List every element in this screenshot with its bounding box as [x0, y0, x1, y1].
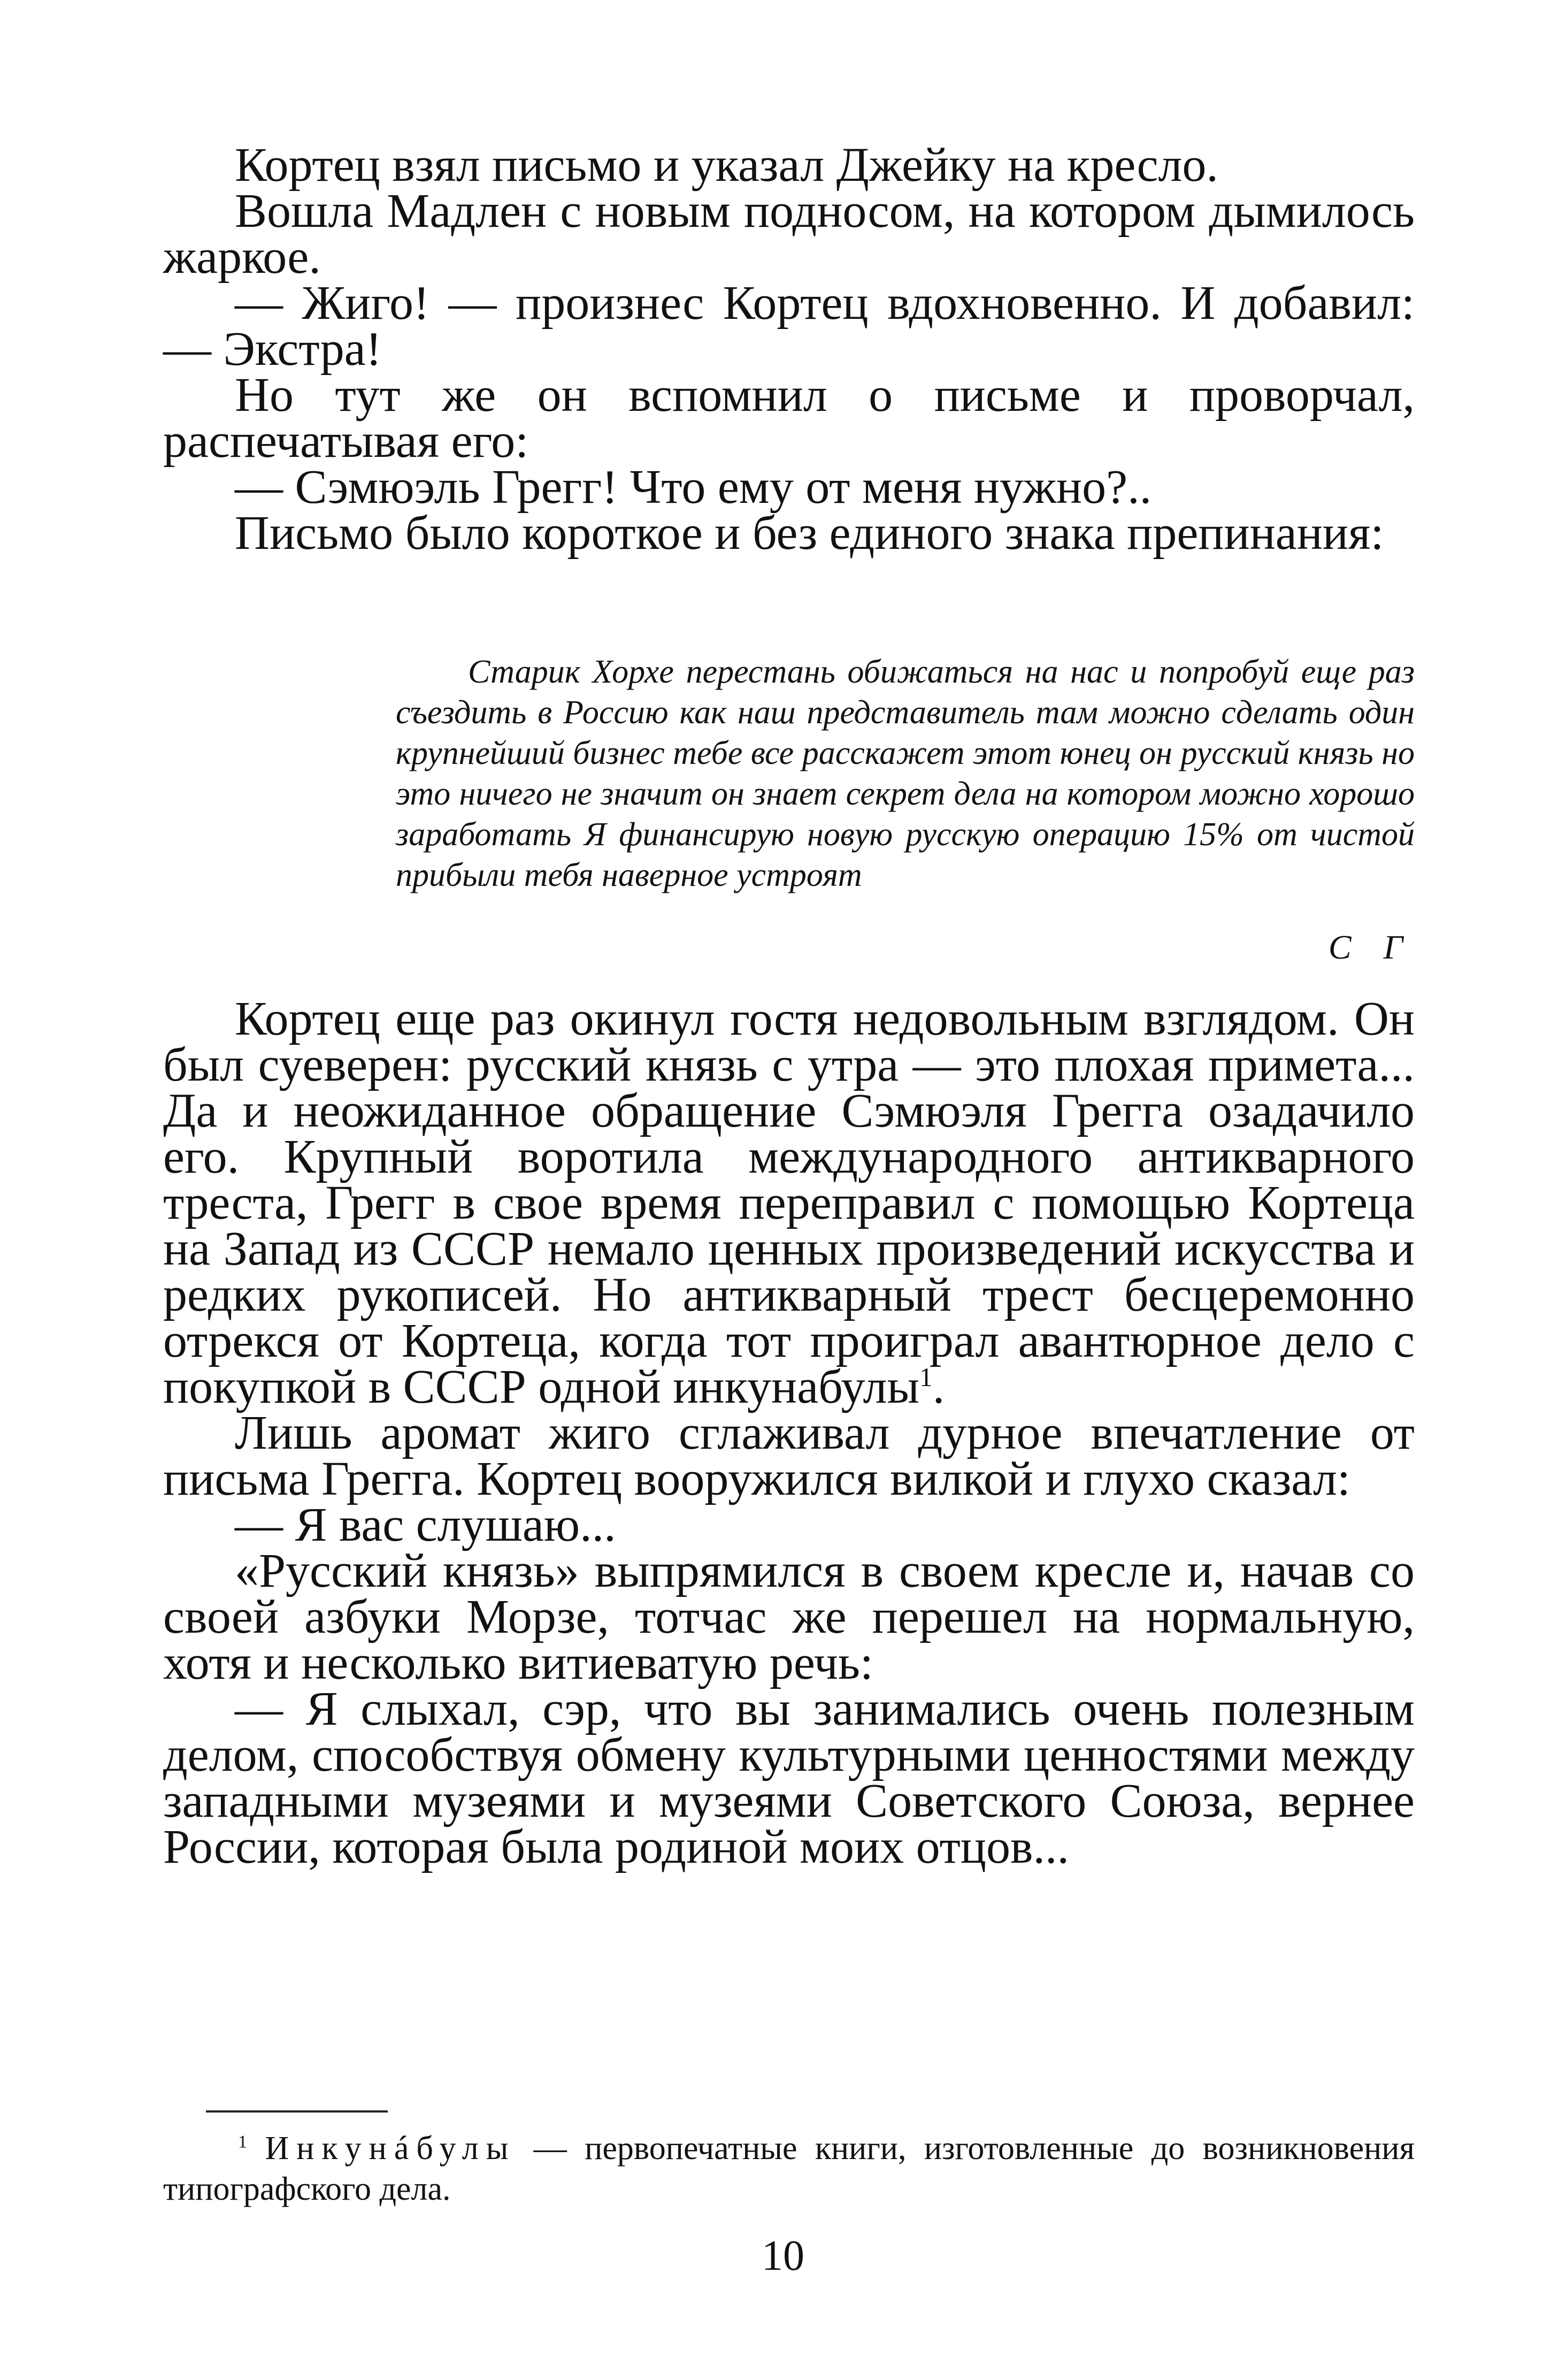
page-number: 10 [762, 2232, 804, 2279]
quoted-letter [396, 652, 1415, 896]
footnote [163, 2128, 1415, 2209]
paragraph: — Я вас слушаю... [235, 1498, 616, 1551]
footnote-definition: — первопечатные книги, изготовленные до возникновения типографского дела. [163, 2130, 1415, 2207]
paragraph: — Жиго! — произнес Кортец вдохновенно. И добавил: — Экстра! [163, 277, 1415, 376]
paragraph: Лишь аромат жиго сглаживал дурное впечатление от письма Грегга. Кортец вооружился вилкой и глухо сказал: [163, 1406, 1415, 1505]
paragraph: — Я слыхал, сэр, что вы занимались очень полезным делом, способствуя обмену культурными ценностями между западными музеями и музеями Советского Союза, вернее России, которая была родиной моих отцов... [163, 1682, 1415, 1873]
footnote-text [163, 2128, 1415, 2209]
footnote-term: Инкунáбулы [265, 2130, 516, 2167]
main-text-bottom [163, 992, 1415, 1873]
footnote-marker: 1 [238, 2132, 248, 2152]
paragraph: Но тут же он вспомнил о письме и проворчал, распечатывая его: [163, 369, 1415, 468]
letter-signature: С Г [1328, 928, 1415, 966]
paragraph-text: Кортец еще раз окинул гостя недовольным взглядом. Он был суеверен: русский князь с утра — это плохая примета... Да и неожиданное обращение Сэмюэля Грегга озадачило его. Крупный воротила международного антикварного треста, Грегг в свое время переправил с помощью Кортеца на Запад из СССР немало ценных произведений искусства и редких рукописей. Но антикварный трест бесцеремонно отрекся от Кортеца, когда тот проиграл авантюрное дело с покупкой в СССР одной инкунабулы [163, 992, 1415, 1413]
main-text-top [163, 139, 1415, 560]
paragraph: «Русский князь» выпрямился в своем кресле и, начав со своей азбуки Морзе, тотчас же перешел на нормальную, хотя и несколько витиеватую речь: [163, 1544, 1415, 1689]
paragraph: Письмо было короткое и без единого знака препинания: [235, 507, 1384, 560]
paragraph: — Сэмюэль Грегг! Что ему от меня нужно?.. [235, 461, 1152, 514]
letter-text: Старик Хорхе перестань обижаться на нас и попробуй еще раз съездить в Россию как наш представитель там можно сделать один крупнейший бизнес тебе все расскажет этот юнец он русский князь но это ничего не значит он знает секрет дела на котором можно хорошо заработать Я финансирую новую русскую операцию 15% от чистой прибыли тебя наверное устроят [396, 654, 1415, 893]
paragraph: Кортец взял письмо и указал Джейку на кресло. [235, 139, 1218, 192]
footnote-divider [206, 2110, 388, 2113]
footnote-reference: 1 [919, 1363, 933, 1392]
paragraph: Кортец еще раз окинул гостя недовольным взглядом. Он был суеверен: русский князь с утра — это плохая примета... Да и неожиданное обращение Сэмюэля Грегга озадачило его. Крупный воротила международного антикварного треста, Грегг в свое время переправил с помощью Кортеца на Запад из СССР немало ценных произведений искусства и редких рукописей. Но антикварный трест бесцеремонно отрекся от Кортеца, когда тот проиграл авантюрное дело с покупкой в СССР одной инкунабулы$^1$. [163, 992, 1415, 1413]
paragraph: Вошла Мадлен с новым подносом, на котором дымилось жаркое. [163, 185, 1415, 284]
